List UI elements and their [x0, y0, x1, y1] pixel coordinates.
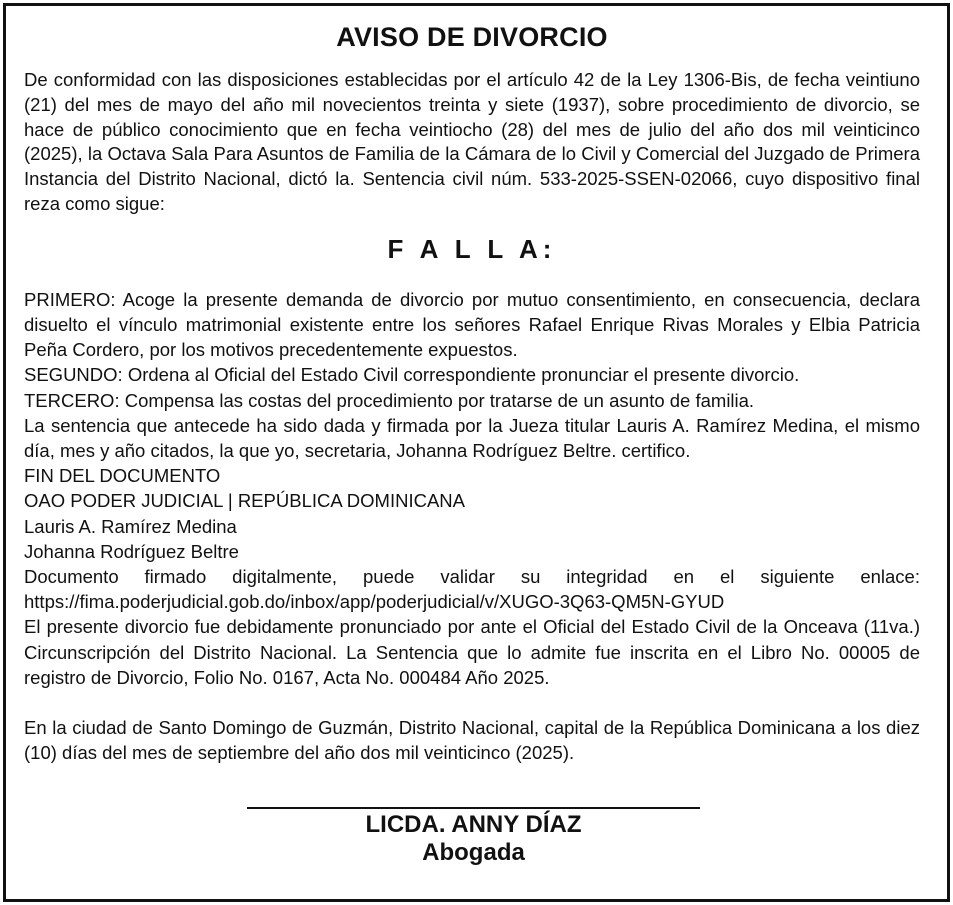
intro-paragraph: De conformidad con las disposiciones establecidas por el artículo 42 de la Ley 1306-Bis, de fecha veintiuno (21) del mes de mayo del año mil novecientos treinta y siete (1937), sobre procedimiento de divorcio, se hace de público conocimiento que en fecha veintiocho (28) del mes de julio del año dos mil veinticinco (2025), la Octava Sala Para Asuntos de Familia de la Cámara de lo Civil y Comercial del Juzgado de Primera Instancia del Distrito Nacional, dictó la. Sentencia civil núm. 533-2025-SSEN-02066, cuyo dispositivo final reza como sigue: — [24, 69, 920, 214]
segundo-paragraph: SEGUNDO: Ordena al Oficial del Estado Civil correspondiente pronunciar el presente divorcio. — [24, 364, 800, 386]
digital-signature-paragraph: Documento firmado digitalmente, puede validar su integridad en el siguiente enlace: https://fima.poderjudicial.gob.do/inbox/app/poderjudicial/v/XUGO-3Q63-QM5N-GYUD — [24, 566, 920, 613]
tercero-paragraph: TERCERO: Compensa las costas del procedimiento por tratarse de un asunto de familia. — [24, 389, 755, 411]
judge-name-line: Lauris A. Ramírez Medina — [24, 515, 237, 537]
signature-role: Abogada — [422, 839, 525, 866]
signature-name: LICDA. ANNY DÍAZ — [365, 811, 582, 838]
primero-paragraph: PRIMERO: Acoge la presente demanda de divorcio por mutuo consentimiento, en consecuencia, declara disuelto el vínculo matrimonial existente entre los señores Rafael Enrique Rivas Morales y Elbia Patricia Peña Cordero, por los motivos precedentemente expuestos. — [24, 288, 920, 361]
secretary-name-line: Johanna Rodríguez Beltre — [24, 540, 239, 562]
registration-paragraph: El presente divorcio fue debidamente pronunciado por ante el Oficial del Estado Civil de la Onceava (11va.) Circunscripción del Distrito Nacional. La Sentencia que lo admite fue inscrita en el Libro No. 00005 de registro de Divorcio, Folio No. 0167, Acta No. 000484 Año 2025. — [24, 616, 920, 688]
notice-title: AVISO DE DIVORCIO — [336, 22, 608, 52]
certification-paragraph: La sentencia que antecede ha sido dada y firmada por la Jueza titular Lauris A. Ramírez Medina, el mismo día, mes y año citados, la que yo, secretaria, Johanna Rodríguez Beltre. certifico. — [24, 414, 920, 461]
notice-body — [24, 20, 920, 765]
end-document-line: FIN DEL DOCUMENTO — [24, 465, 221, 487]
falla-heading: F A L L A: — [387, 233, 557, 264]
signature-line — [247, 807, 700, 809]
institution-line: OAO PODER JUDICIAL | REPÚBLICA DOMINICANA — [24, 490, 466, 512]
closing-paragraph: En la ciudad de Santo Domingo de Guzmán, Distrito Nacional, capital de la República Dominicana a los diez (10) días del mes de septiembre del año dos mil veinticinco (2025). — [24, 717, 920, 764]
